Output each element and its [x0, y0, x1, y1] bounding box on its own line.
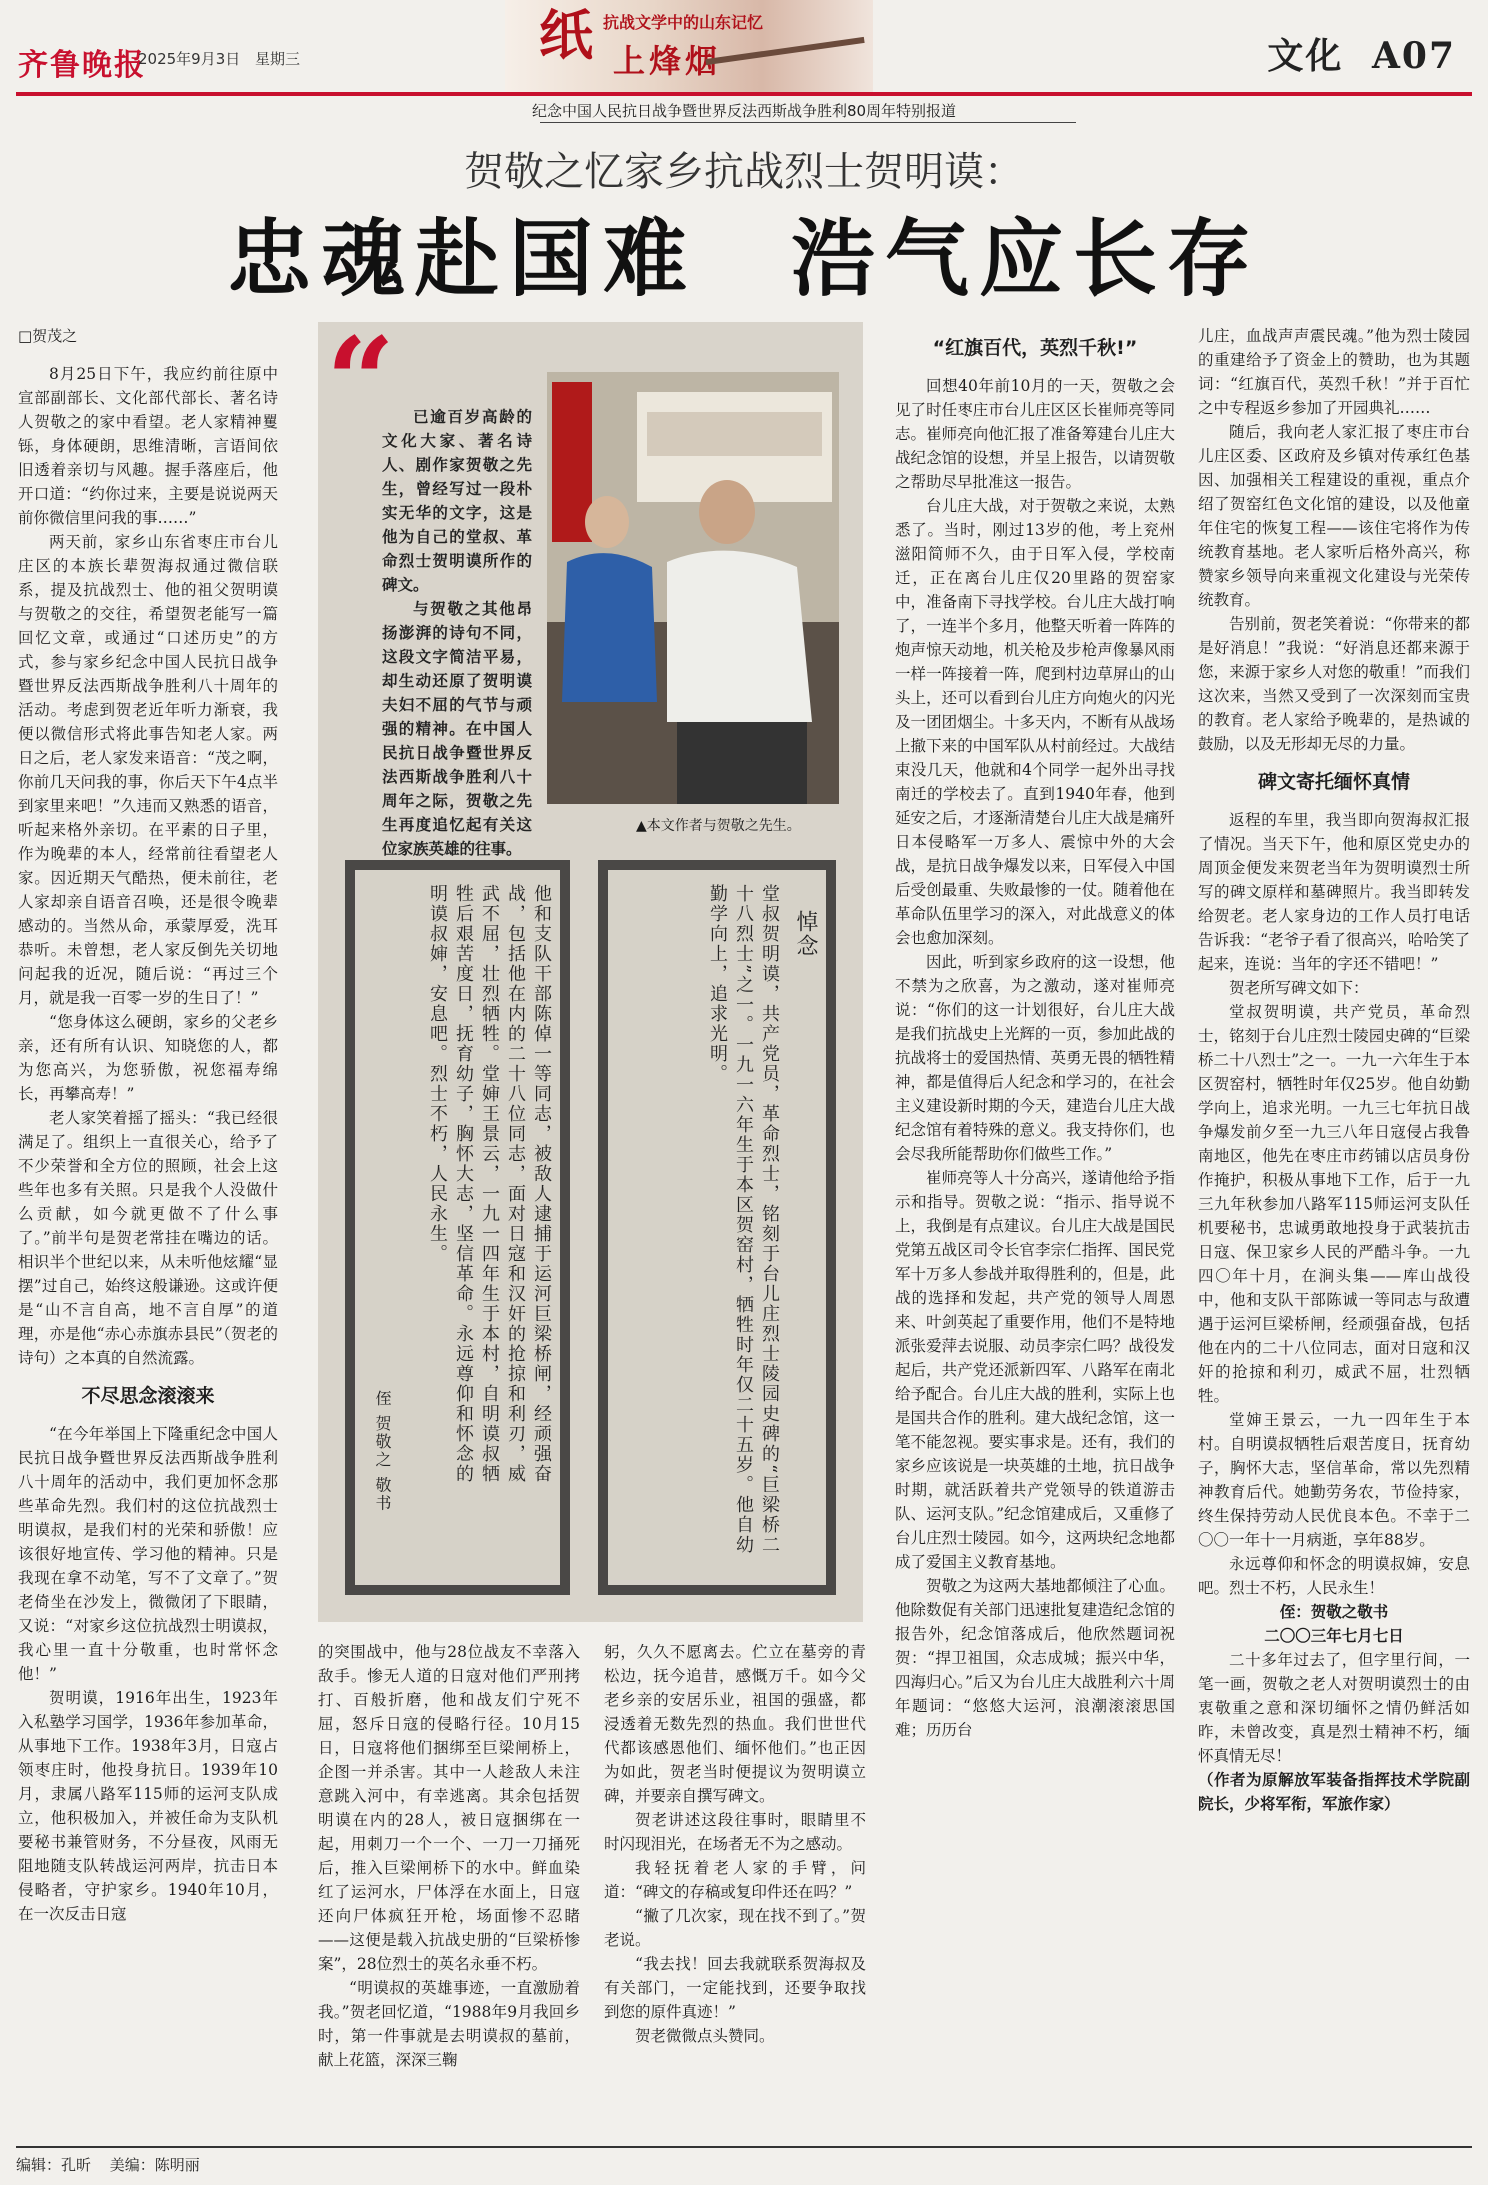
column-1: [18, 324, 278, 1926]
column-banner: [505, 0, 873, 92]
section-page: [1267, 28, 1456, 79]
weekday-text: 星期三: [255, 50, 301, 68]
paragraph: 老人家笑着摇了摇头：“我已经很满足了。组织上一直很关心，给予了不少荣誉和全方位的照顾，社会上这些年也多有关照。只是我个人没做什么贡献，如今就更做不了什么事了。”前半句是贺老常挂在嘴边的话。相识半个世纪以来，从未听他炫耀“显摆”过自己，始终这般谦逊。这或许便是“山不言自高，地不言自厚”的道理，亦是他“赤心赤旗赤县民”（贺老的诗句）之本真的自然流露。: [18, 1109, 278, 1367]
paragraph: “明谟叔的英雄事迹，一直激励着我。”贺老回忆道，“1988年9月我回乡时，第一件事就是去明谟叔的墓前，献上花篮，深深三鞠: [318, 1979, 580, 2069]
banner-title: 上烽烟: [613, 42, 722, 80]
rifle-icon: [705, 37, 864, 65]
footer-rule: [16, 2146, 1472, 2148]
paragraph: 台儿庄大战，对于贺敬之来说，太熟悉了。当时，刚过13岁的他，考上兖州滋阳简师不久，由于日军入侵，学校南迁，正在离台儿庄仅20里路的贺窑家中，准备南下寻找学校。台儿庄大战打响了，一连半个多月，他整天听着一阵阵的炮声惊天动地，机关枪及步枪声像暴风雨一样一阵接着一阵，爬到村边草屏山的山头上，还可以看到台儿庄方向炮火的闪光及一团团烟尘。十多天内，不断有从战场上撤下来的中国军队从村前经过。大战结束没几天，他就和4个同学一起外出寻找南迁的学校去了。直到1940年春，他到延安之后，才逐渐清楚台儿庄大战是痛歼日本侵略军一万多人、震惊中外的大会战，是抗日战争爆发以来，日军侵入中国后受创最重、失败最惨的一仗。随着他在革命队伍里学习的深入，对此战意义的体会也愈加深刻。: [895, 497, 1175, 947]
paragraph: 躬，久久不愿离去。伫立在墓旁的青松边，抚今追昔，感慨万千。如今父老乡亲的安居乐业，祖国的强盛，都浸透着无数先烈的热血。我们世世代代都该感恩他们、缅怀他们。”也正因为如此，贺老当时便提议为贺明谟立碑，并要亲自撰写碑文。: [604, 1643, 866, 1805]
editor-credit: 编辑：孔昕: [16, 2156, 92, 2174]
paragraph: 8月25日下午，我应约前往原中宣部副部长、文化部代部长、著名诗人贺敬之的家中看望。老人家精神矍铄，身体硬朗，思维清晰，言语间依旧透着亲切与风趣。握手落座后，他开口道：“约你过来，主要是说说两天前你微信里问我的事……”: [18, 365, 278, 527]
banner-char: 纸: [539, 3, 593, 67]
paragraph: “在今年举国上下隆重纪念中国人民抗日战争暨世界反法西斯战争胜利八十周年的活动中，我们更加怀念那些革命先烈。我们村的这位抗战烈士明谟叔，是我们村的光荣和骄傲！应该很好地宣传、学习他的精神。只是我现在拿不动笔，写不了文章了。”贺老倚坐在沙发上，微微闭了下眼睛，又说：“对家乡这位抗战烈士明谟叔，我心里一直十分敬重，也时常怀念他！”: [18, 1425, 278, 1683]
paragraph: 崔师亮等人十分高兴，遂请他给予指示和指导。贺敬之说：“指示、指导说不上，我倒是有点建议。台儿庄大战是国民党第五战区司令长官李宗仁指挥、国民党军十万多人参战并取得胜利的，但是，此战的选择和发起，共产党的领导人周恩来、叶剑英起了重要作用，他们不是特地派张爱萍去说服、动员李宗仁吗？战役发起后，共产党还派新四军、八路军在南北给予配合。台儿庄大战的胜利，实际上也是国共合作的胜利。建大战纪念馆，这一笔不能忽视。要实事求是。还有，我们的家乡应该说是一块英雄的土地，抗日战争时期，就活跃着共产党领导的铁道游击队、运河支队。”纪念馆建成后，又重修了台儿庄烈士陵园。如今，这两块纪念地都成了爱国主义教育基地。: [895, 1169, 1175, 1571]
date-text: 2025年9月3日: [138, 50, 241, 68]
paragraph: 回想40年前10月的一天，贺敬之会见了时任枣庄市台儿庄区区长崔师亮等同志。崔师亮向他汇报了准备筹建台儿庄大战纪念馆的设想，并呈上报告，以请贺敬之帮助尽早批准这一报告。: [895, 377, 1175, 491]
intro-paragraph: 与贺敬之其他昂扬澎湃的诗句不同，这段文字简洁平易，却生动还原了贺明谟夫妇不屈的气节与顽强的精神。在中国人民抗日战争暨世界反法西斯战争胜利八十周年之际，贺敬之先生再度追忆起有关这位家族英雄的往事。: [382, 600, 532, 858]
column-6: [1198, 324, 1470, 1816]
section-name: 文化: [1267, 35, 1344, 77]
manuscript-right: [598, 860, 836, 1595]
author-note: （作者为原解放军装备指挥技术学院副院长，少将军衔，军旅作家）: [1198, 1771, 1470, 1813]
manuscript-text: 堂叔贺明谟，共产党员，革命烈士，铭刻于台儿庄烈士陵园史碑的“巨梁桥二十八烈士”之一。一九一六年生于本区贺窑村，牺牲时年仅二十五岁。他自幼勤学向上，追求光明。: [707, 884, 780, 1556]
manuscript-heading: 悼念: [793, 910, 818, 958]
designer-credit: 美编：陈明丽: [109, 2156, 200, 2174]
paragraph: 儿庄，血战声声震民魂。”他为烈士陵园的重建给予了资金上的赞助，也为其题词：“红旗百代，英烈千秋！”并于百忙之中专程返乡参加了开园典礼……: [1198, 327, 1470, 417]
manuscript-text: 他和支队干部陈倬一等同志，被敌人逮捕于运河巨梁桥闸，经顽强奋战，包括他在内的二十八位同志，面对日寇和汉奸的抢掠和利刃，威武不屈，壮烈牺牲。堂婶王景云，一九一四年生于本村，自明谟叔牺牲后艰苦度日，抚育幼子，胸怀大志，坚信革命。永远尊仰和怀念的明谟叔婶，安息吧。烈士不朽，人民永生。: [427, 884, 552, 1484]
banner-small: 抗战文学中的山东记忆: [603, 13, 764, 32]
manuscript-paper: [608, 870, 826, 1585]
article-headline: 忠魂赴国难 浩气应长存: [226, 209, 1261, 308]
signature: 侄：贺敬之敬书: [1279, 1602, 1389, 1621]
masthead-rule: [16, 92, 1472, 96]
subline-rule: [540, 122, 1076, 123]
paragraph: 返程的车里，我当即向贺海叔汇报了情况。当天下午，他和原区党史办的周顶金便发来贺老当年为贺明谟烈士所写的碑文原样和墓碑照片。我当即转发给贺老。老人家身边的工作人员打电话告诉我：“老爷子看了很高兴，哈哈笑了起来，连说：当年的字还不错吧！”: [1198, 811, 1470, 973]
subheading: 不尽思念滚滚来: [81, 1385, 215, 1407]
column-4: [604, 1640, 866, 2048]
article-kicker: 贺敬之忆家乡抗战烈士贺明谟：: [464, 149, 1024, 195]
paragraph: 贺敬之为这两大基地都倾注了心血。他除数促有关部门迅速批复建造纪念馆的报告外，纪念馆落成后，他欣然题词祝贺：“捍卫祖国，众志成城；振兴中华，四海归心。”后又为台儿庄大战胜利六十周年题词：“悠悠大运河，浪潮滚滚思国难；历历台: [895, 1577, 1175, 1739]
subheading: “红旗百代，英烈千秋!”: [932, 337, 1138, 359]
manuscript-signature: 侄 贺敬之 敬书: [373, 1390, 392, 1513]
photo-caption: ▲本文作者与贺敬之先生。: [636, 818, 801, 834]
paragraph: 堂婶王景云，一九一四年生于本村。自明谟叔牺牲后艰苦度日，抚育幼子，胸怀大志，坚信革命，常以先烈精神教育后代。她勤劳务农，节俭持家，终生保持劳动人民优良本色。不幸于二〇〇一年十一月病逝，享年88岁。: [1198, 1411, 1470, 1549]
issue-date: [138, 48, 300, 69]
newspaper-logo: 齐鲁晚报: [18, 48, 146, 83]
paragraph: “撇了几次家，现在找不到了。”贺老说。: [604, 1907, 866, 1949]
paragraph: 我轻抚着老人家的手臂，问道：“碑文的存稿或复印件还在吗？”: [604, 1859, 866, 1901]
paragraph: 两天前，家乡山东省枣庄市台儿庄区的本族长辈贺海叔通过微信联系，提及抗战烈士、他的祖父贺明谟与贺敬之的交往，希望贺老能写一篇回忆文章，或通过“口述历史”的方式，参与家乡纪念中国人民抗日战争暨世界反法西斯战争胜利八十周年的活动。考虑到贺老近年听力渐衰，我便以微信形式将此事告知老人家。两日之后，老人家发来语音：“茂之啊，你前几天问我的事，你后天下午4点半到家里来吧！”久违而又熟悉的语音，听起来格外亲切。在平素的日子里，作为晚辈的本人，经常前往看望老人家。因近期天气酷热，便未前往，老人家却亲自语音召唤，还是很令晚辈感动的。当然从命，承蒙厚爱，洗耳恭听。未曾想，老人家反倒先关切地问起我的近况，随后说：“再过三个月，就是我一百零一岁的生日了！”: [18, 533, 278, 1007]
paragraph: 二十多年过去了，但字里行间，一笔一画，贺敬之老人对贺明谟烈士的由衷敬重之意和深切缅怀之情仍鲜活如昨，未曾改变，真是烈士精神不朽，缅怀真情无尽！: [1198, 1651, 1470, 1765]
intro-paragraph: 已逾百岁高龄的文化大家、著名诗人、剧作家贺敬之先生，曾经写过一段朴实无华的文字，这是他为自己的堂叔、革命烈士贺明谟所作的碑文。: [382, 408, 532, 594]
paragraph: 告别前，贺老笑着说：“你带来的都是好消息！”我说：“好消息还都来源于您，来源于家乡人对您的敬重！”而我们这次来，当然又受到了一次深刻而宝贵的教育。老人家给予晚辈的，是热诚的鼓励，以及无形却无尽的力量。: [1198, 615, 1470, 753]
credits: [16, 2154, 200, 2175]
author-photo: [547, 372, 839, 804]
paragraph: 贺老微微点头赞同。: [635, 2027, 775, 2045]
paragraph: 因此，听到家乡政府的这一设想，他不禁为之欣喜，为之激动，遂对崔师亮说：“你们的这一计划很好，台儿庄大战是我们抗战史上光辉的一页，参加此战的抗战将士的爱国热情、英勇无畏的牺牲精神，都是值得后人纪念和学习的，在社会主义建设新时期的今天，建造台儿庄大战纪念馆有着特殊的意义。我支持你们，也会尽我所能帮助你们做些工作。”: [895, 953, 1175, 1163]
manuscript-left: [345, 860, 570, 1595]
paragraph: 堂叔贺明谟，共产党员，革命烈士，铭刻于台儿庄烈士陵园史碑的“巨梁桥二十八烈士”之一。一九一六年生于本区贺窑村，牺牲时年仅25岁。他自幼勤学向上，追求光明。一九三七年抗日战争爆发前夕至一九三八年日寇侵占我鲁南地区，他先在枣庄市药铺以店员身份作掩护，积极从事地下工作，后于一九三九年秋参加八路军115师运河支队任机要秘书，忠诚勇敢地投身于武装抗击日寇、保卫家乡人民的严酷斗争。一九四〇年十月，在涧头集——库山战役中，他和支队干部陈诚一等同志与敌遭遇于运河巨梁桥闸，经顽强奋战，包括他在内的二十八位同志，面对日寇和汉奸的抢掠和利刃，威武不屈，壮烈牺牲。: [1198, 1003, 1470, 1405]
photo-intro: [382, 405, 532, 861]
subheading: 碑文寄托缅怀真情: [1257, 771, 1410, 793]
paragraph: “您身体这么硬朗，家乡的父老乡亲，还有所有认识、知晓您的人，都为您高兴，为您骄傲，祝您福寿绵长，再攀高寿！”: [18, 1013, 278, 1103]
byline: □贺茂之: [18, 327, 78, 345]
quote-mark-icon: “: [326, 311, 396, 452]
column-5: [895, 336, 1175, 1742]
manuscript-paper: [355, 870, 560, 1585]
photo-illustration: [547, 372, 839, 804]
paragraph: 的突围战中，他与28位战友不幸落入敌手。惨无人道的日寇对他们严刑拷打、百般折磨，他和战友们宁死不屈，怒斥日寇的侵略行径。10月15日，日寇将他们捆绑至巨梁闸桥上，企图一并杀害。其中一人趁敌人未注意跳入河中，有幸逃离。其余包括贺明谟在内的28人，被日寇捆绑在一起，用刺刀一个一个、一刀一刀捅死后，推入巨梁闸桥下的水中。鲜血染红了运河水，尸体浮在水面上，日寇还向尸体疯狂开枪，场面惨不忍睹——这便是载入抗战史册的“巨梁桥惨案”，28位烈士的英名永垂不朽。: [318, 1643, 580, 1973]
page-number: A07: [1371, 35, 1456, 77]
signature-date: 二〇〇三年七月七日: [1264, 1626, 1404, 1645]
paragraph: 随后，我向老人家汇报了枣庄市台儿庄区委、区政府及乡镇对传承红色基因、加强相关工程建设的重视，重点介绍了贺窑红色文化馆的建设，以及他童年住宅的恢复工程——该住宅将作为传统教育基地。老人家听后格外高兴，称赞家乡领导向来重视文化建设与光荣传统教育。: [1198, 423, 1470, 609]
column-3: [318, 1640, 580, 2072]
special-report-line: 纪念中国人民抗日战争暨世界反法西斯战争胜利80周年特别报道: [531, 102, 957, 120]
paragraph: 永远尊仰和怀念的明谟叔婶，安息吧。烈士不朽，人民永生！: [1198, 1555, 1470, 1597]
paragraph: 贺老讲述这段往事时，眼睛里不时闪现泪光，在场者无不为之感动。: [604, 1811, 866, 1853]
paragraph: 贺老所写碑文如下：: [1229, 979, 1369, 997]
paragraph: “我去找！回去我就联系贺海叔及有关部门，一定能找到，还要争取找到您的原件真迹！”: [604, 1955, 866, 2021]
paragraph: 贺明谟，1916年出生，1923年入私塾学习国学，1936年参加革命，从事地下工作。1938年3月，日寇占领枣庄时，他投身抗日。1939年10月，隶属八路军115师的运河支队成立，他积极加入，并被任命为支队机要秘书兼管财务，不分昼夜，风雨无阻地随支队转战运河两岸，抗击日本侵略者，守护家乡。1940年10月，在一次反击日寇: [18, 1689, 278, 1923]
